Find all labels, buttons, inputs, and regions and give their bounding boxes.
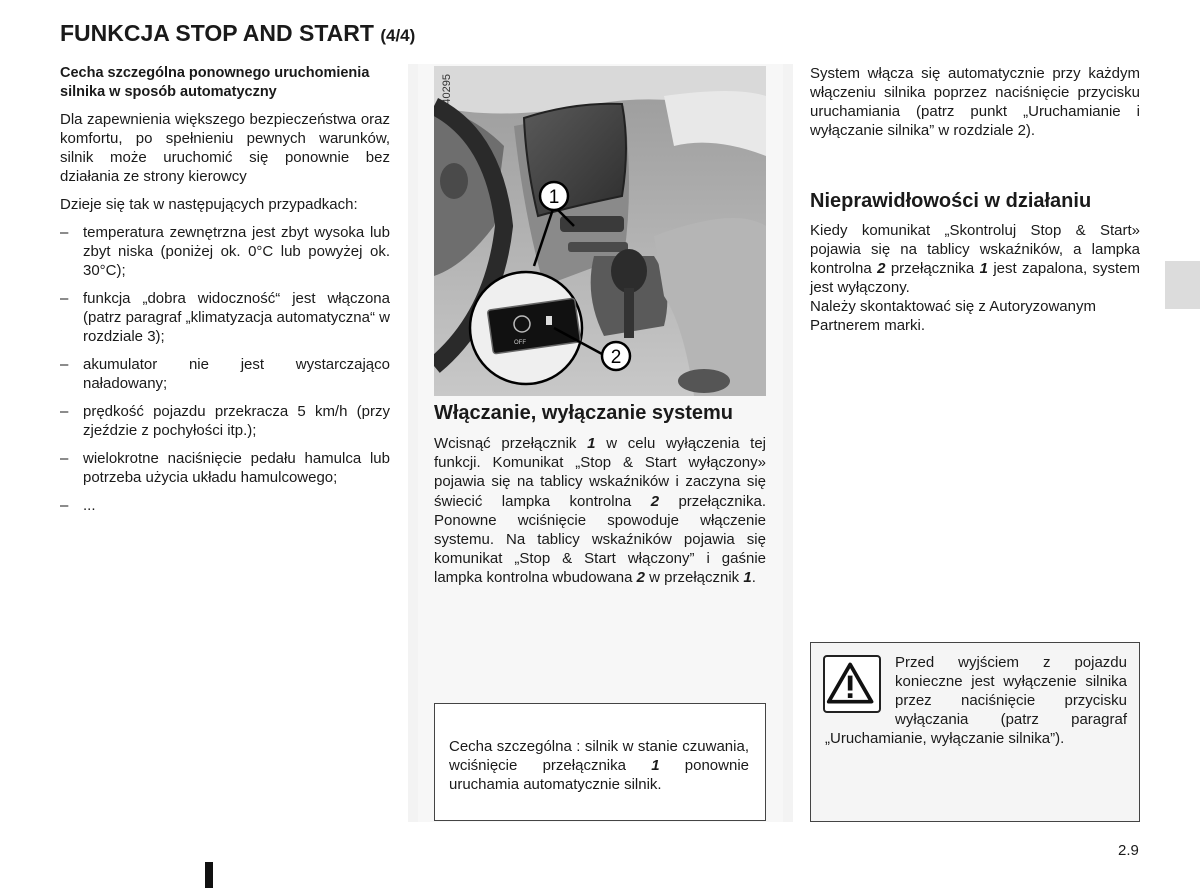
title-part: (4/4): [380, 26, 416, 45]
text-segment: Cecha szczególna : silnik w stanie czuwania, wciśnięcie przełącznika: [449, 738, 749, 774]
text-segment: przełącznika. Ponowne wciśnięcie spowoduje włączenie systemu. Na tablicy wskaźników pojawia się komunikat „Stop & Start włączony” i gaśnie lampka kontrolna wbudowana: [434, 492, 766, 587]
dash: –: [60, 403, 69, 420]
page-title: [60, 20, 415, 47]
chapter-tab: [1165, 261, 1200, 309]
list-item: [60, 355, 390, 393]
list-item-text: funkcja „dobra widoczność“ jest włączona (patrz paragraf „klimatyzacja automatyczna“ w rozdziale 3);: [83, 290, 390, 345]
text-segment: Kiedy komunikat „Skontroluj Stop & Start» pojawia się na tablicy wskaźników, a lampka kontrolna: [810, 222, 1140, 277]
middle-body-text: [434, 434, 766, 588]
right-para2: [810, 221, 1140, 335]
ref-number: 2: [877, 260, 886, 277]
callout-2: 2: [610, 347, 622, 368]
text-segment: Należy skontaktować się z Autoryzowanym Partnerem marki.: [810, 298, 1096, 334]
note-text: [449, 737, 749, 794]
list-item: [60, 402, 390, 440]
dash: –: [60, 450, 69, 467]
section-heading-system: Włączanie, wyłączanie systemu: [434, 402, 734, 424]
list-item-text: ...: [83, 497, 96, 514]
ref-number: 1: [587, 435, 596, 452]
left-para2: Dzieje się tak w następujących przypadkach:: [60, 196, 358, 213]
list-item-text: temperatura zewnętrzna jest zbyt wysoka lub zbyt niska (poniżej ok. 0°C lub powyżej ok. 30°C);: [83, 224, 390, 279]
crop-mark: [205, 862, 213, 888]
title-text: FUNKCJA STOP AND START: [60, 20, 374, 46]
dashboard-photo: [434, 66, 766, 396]
warning-message: Przed wyjściem z pojazdu konieczne jest wyłączenie silnika przez naciśnięcie przycisku wyłączania (patrz paragraf „Uruchamianie, wyłączanie silnika”).: [825, 654, 1127, 747]
warning-triangle-icon-svg: [825, 657, 879, 711]
list-item: [60, 289, 390, 346]
list-item-text: wielokrotne naciśnięcie pedału hamulca lub potrzeba użycia układu hamulcowego;: [83, 450, 390, 486]
ref-number: 2: [636, 569, 645, 587]
list-item-text: akumulator nie jest wystarczająco naładowany;: [83, 356, 390, 392]
text-segment: .: [751, 569, 756, 587]
left-para1: Dla zapewnienia większego bezpieczeństwa oraz komfortu, po spełnieniu pewnych warunków, silnik może uruchomić się ponownie bez działania ze strony kierowcy: [60, 111, 390, 185]
ref-number: 1: [743, 569, 752, 587]
section-heading-malfunctions: Nieprawidłowości w działaniu: [810, 190, 1092, 212]
left-column: [60, 64, 390, 524]
text-segment: w przełącznik: [644, 569, 744, 587]
right-column: [810, 64, 1140, 140]
column-divider-shade: [783, 64, 793, 822]
ref-number: 2: [650, 492, 660, 510]
list-item-text: prędkość pojazdu przekracza 5 km/h (przy zjeździe z pochyłości itp.);: [83, 403, 390, 439]
left-heading: Cecha szczególna ponownego uruchomienia silnika w sposób automatyczny: [60, 65, 370, 100]
ref-number: 1: [979, 260, 988, 277]
text-segment: przełącznika: [885, 260, 980, 277]
right-para1: System włącza się automatycznie przy każdym włączeniu silnika poprzez naciśnięcie przycisku uruchamiania (patrz punkt „Uruchamianie i wyłączanie silnika” w rozdziale 2).: [810, 65, 1140, 139]
photo-id: 40295: [441, 74, 453, 105]
callout-1: 1: [548, 187, 560, 208]
off-label: OFF: [514, 340, 526, 346]
text-segment: w celu wyłączenia tej funkcji. Komunikat „Stop & Start wyłączony» pojawia się na tablicy wskaźników i zaczyna się świecić lampka kontrolna: [434, 435, 766, 510]
list-item: [60, 496, 390, 515]
page-number: 2.9: [1118, 842, 1139, 859]
text-segment: Wcisnąć przełącznik: [434, 435, 588, 452]
list-item: [60, 449, 390, 487]
ref-number: 1: [651, 757, 660, 774]
conditions-list: [60, 223, 390, 515]
dash: –: [60, 356, 69, 373]
warning-box: [810, 642, 1140, 822]
text-segment: ponownie uruchamia automatycznie silnik.: [449, 757, 749, 793]
dash: –: [60, 497, 69, 514]
list-item: [60, 223, 390, 280]
note-box: [434, 703, 766, 821]
dash: –: [60, 290, 69, 307]
warning-triangle-icon: [823, 655, 881, 713]
column-divider-shade: [408, 64, 418, 822]
dash: –: [60, 224, 69, 241]
text-segment: jest zapalona, system jest wyłączony.: [810, 260, 1140, 296]
